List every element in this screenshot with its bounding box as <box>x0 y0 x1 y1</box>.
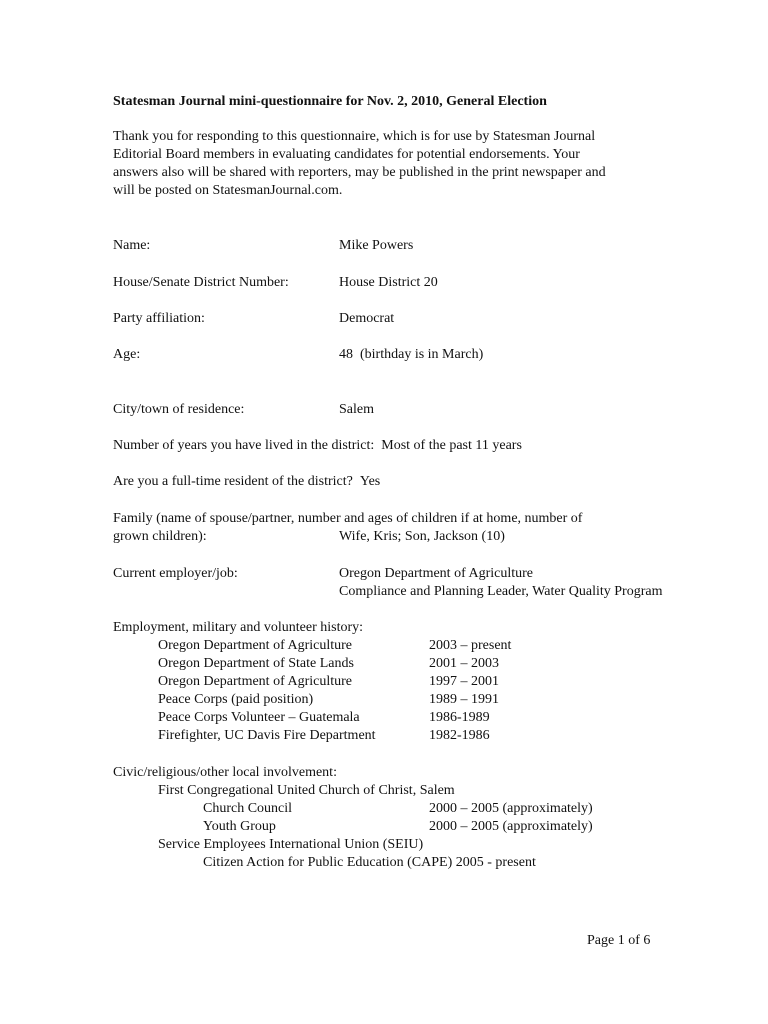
employment-org: Peace Corps Volunteer – Guatemala <box>158 710 360 725</box>
intro-line: Thank you for responding to this questionnaire, which is for use by Statesman Journal <box>113 129 596 144</box>
intro-line: answers also will be shared with reporters, may be published in the print newspaper and <box>113 165 606 180</box>
district-label: House/Senate District Number: <box>113 275 289 290</box>
employment-dates: 2001 – 2003 <box>429 656 499 671</box>
employment-org: Oregon Department of Agriculture <box>158 638 352 653</box>
employment-org: Firefighter, UC Davis Fire Department <box>158 728 376 743</box>
age-value: 48 (birthday is in March) <box>339 347 484 362</box>
district-value: House District 20 <box>339 275 438 290</box>
church-role-dates: 2000 – 2005 (approximately) <box>429 801 593 816</box>
employment-dates: 1986-1989 <box>429 710 490 725</box>
intro-line: will be posted on StatesmanJournal.com. <box>113 183 343 198</box>
employer-value-line2: Compliance and Planning Leader, Water Quality Program <box>339 584 663 599</box>
church-role: Church Council <box>203 801 293 816</box>
employment-org: Peace Corps (paid position) <box>158 692 314 707</box>
family-label-line2: grown children): <box>113 529 207 544</box>
employer-label: Current employer/job: <box>113 566 238 581</box>
resident-question <box>113 473 380 491</box>
intro-line: Editorial Board members in evaluating candidates for potential endorsements. Your <box>113 147 580 162</box>
city-label: City/town of residence: <box>113 402 245 417</box>
employment-org: Oregon Department of Agriculture <box>158 674 352 689</box>
years-label: Number of years you have lived in the district: <box>113 438 375 453</box>
employment-dates: 1997 – 2001 <box>429 674 499 689</box>
document-title: Statesman Journal mini-questionnaire for Nov. 2, 2010, General Election <box>113 94 547 109</box>
employer-value-line1: Oregon Department of Agriculture <box>339 566 533 581</box>
years-value: Most of the past 11 years <box>381 438 522 453</box>
church-name: First Congregational United Church of Christ, Salem <box>158 783 455 798</box>
resident-label: Are you a full-time resident of the district? <box>113 474 353 489</box>
employment-dates: 1989 – 1991 <box>429 692 499 707</box>
city-value: Salem <box>339 402 374 417</box>
union-role: Citizen Action for Public Education (CAPE) 2005 - present <box>203 855 536 870</box>
union-name: Service Employees International Union (SEIU) <box>158 837 424 852</box>
civic-heading: Civic/religious/other local involvement: <box>113 765 337 780</box>
party-label: Party affiliation: <box>113 311 205 326</box>
age-label: Age: <box>113 347 141 362</box>
employment-org: Oregon Department of State Lands <box>158 656 354 671</box>
years-in-district <box>113 437 522 455</box>
name-value: Mike Powers <box>339 238 414 253</box>
name-label: Name: <box>113 238 151 253</box>
family-value: Wife, Kris; Son, Jackson (10) <box>339 529 505 544</box>
employment-dates: 2003 – present <box>429 638 512 653</box>
party-value: Democrat <box>339 311 395 326</box>
resident-value: Yes <box>359 474 381 489</box>
page-number: Page 1 of 6 <box>587 933 651 948</box>
employment-dates: 1982-1986 <box>429 728 490 743</box>
family-label-line1: Family (name of spouse/partner, number and ages of children if at home, number of <box>113 511 583 526</box>
church-role: Youth Group <box>203 819 276 834</box>
employment-heading: Employment, military and volunteer history: <box>113 620 364 635</box>
church-role-dates: 2000 – 2005 (approximately) <box>429 819 593 834</box>
